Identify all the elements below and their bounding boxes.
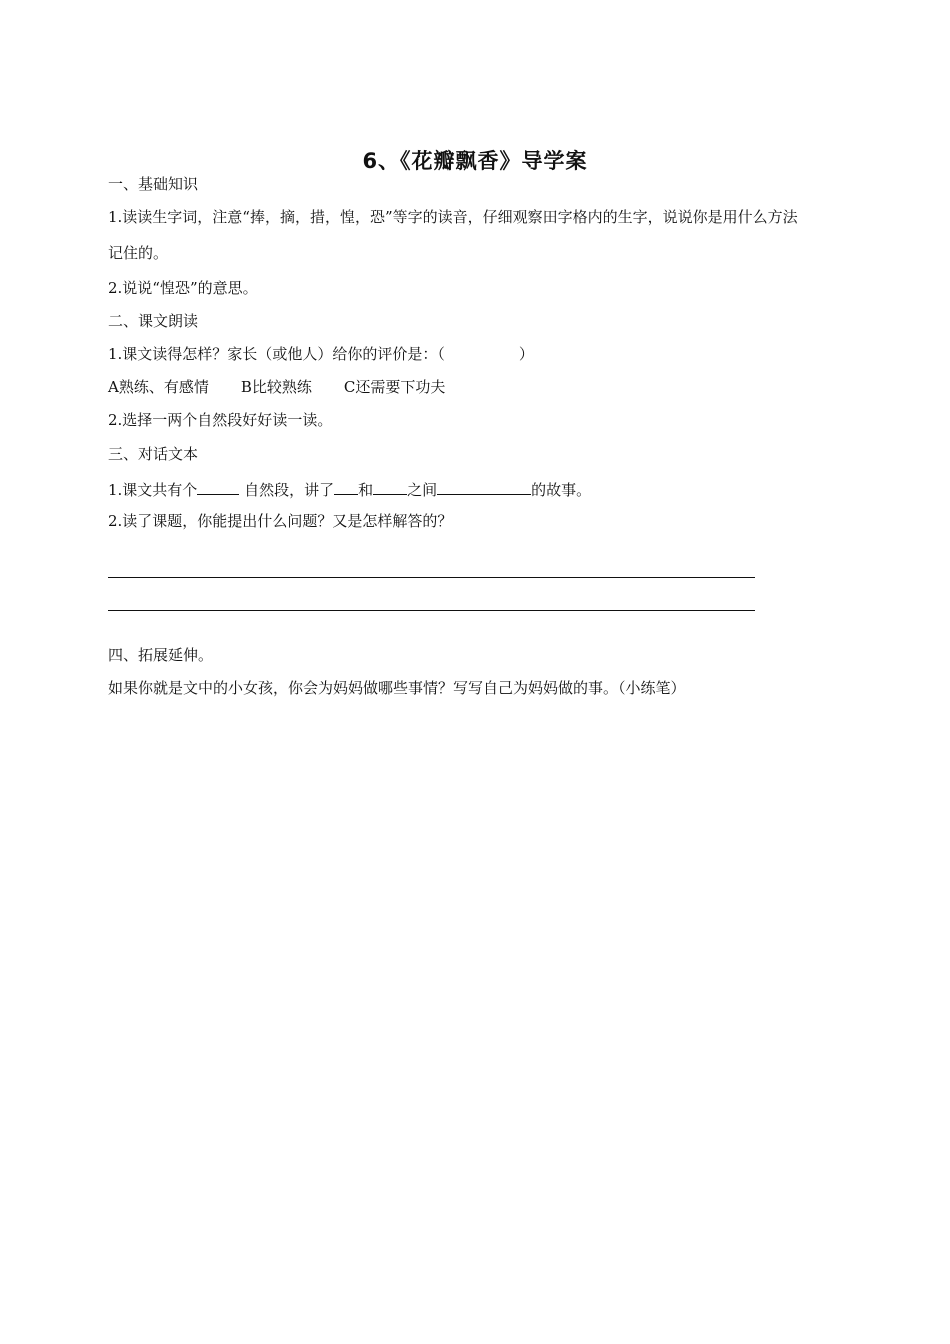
section-2-heading: 二、课文朗读	[108, 312, 199, 330]
section-1-question-1-line-1: 1.读读生字词，注意“捧，摘，措，惶，恐”等字的读音，仔细观察田字格内的生字，说说你是用什么方法	[108, 208, 798, 226]
q1-text-3: 和	[358, 481, 374, 499]
option-c: C还需要下功夫	[343, 378, 446, 396]
section-2-question-1	[108, 344, 534, 364]
answer-line-1[interactable]	[108, 577, 755, 578]
evaluation-options	[108, 377, 445, 397]
section-3-heading: 三、对话文本	[108, 445, 199, 463]
q1-text-4: 之间	[407, 481, 438, 499]
character-1-blank[interactable]	[334, 478, 358, 495]
section-4-prompt: 如果你就是文中的小女孩，你会为妈妈做哪些事情？写写自己为妈妈做的事。（小练笔）	[108, 679, 686, 697]
question-1-suffix: ）	[518, 345, 534, 363]
section-3-question-2: 2.读了课题，你能提出什么问题？又是怎样解答的？	[108, 512, 453, 530]
option-b: B比较熟练	[240, 378, 312, 396]
story-blank[interactable]	[437, 478, 531, 495]
section-4-heading: 四、拓展延伸。	[108, 646, 214, 664]
q1-text-5: 的故事。	[531, 481, 592, 499]
option-a: A熟练、有感情	[108, 378, 209, 396]
section-2-question-2: 2.选择一两个自然段好好读一读。	[108, 411, 333, 429]
character-2-blank[interactable]	[373, 478, 407, 495]
paragraph-count-blank[interactable]	[197, 478, 239, 495]
section-3-question-1	[108, 478, 591, 500]
section-1-question-1-line-2: 记住的。	[108, 244, 169, 262]
q1-text-2: 自然段，讲了	[244, 481, 335, 499]
page-title: 6、《花瓣飘香》导学案	[362, 149, 588, 173]
answer-line-2[interactable]	[108, 610, 755, 611]
q1-text-1: 1.课文共有个	[108, 481, 198, 499]
question-1-prefix: 1.课文读得怎样？家长（或他人）给你的评价是：（	[108, 345, 445, 363]
section-1-question-2: 2.说说“惶恐”的意思。	[108, 279, 258, 297]
section-1-heading: 一、基础知识	[108, 175, 199, 193]
